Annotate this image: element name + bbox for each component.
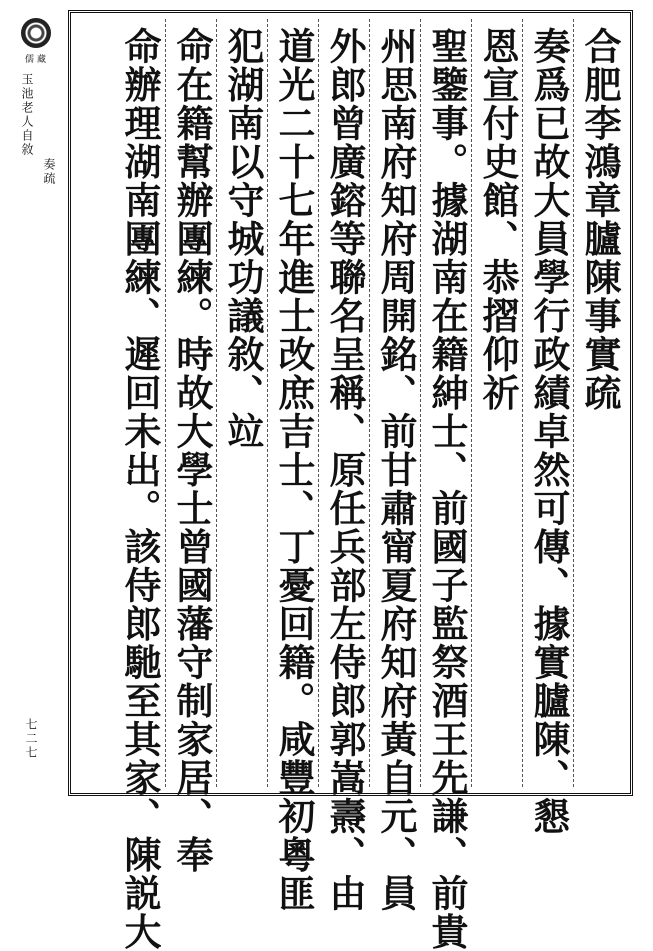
- text-column: [216, 19, 267, 787]
- text-column: [420, 19, 471, 951]
- column-text: 奏爲已故大員學行政績卓然可傳、據實臚陳、懇: [527, 27, 571, 836]
- text-column: [267, 19, 318, 913]
- text-column: [114, 19, 165, 951]
- text-columns: [71, 13, 630, 951]
- seal-caption: 儒藏: [24, 55, 49, 65]
- page-number: 七二七: [24, 718, 38, 760]
- column-text: 合肥李鴻章臚陳事實疏: [578, 27, 622, 412]
- text-column: [573, 19, 624, 787]
- column-text: 犯湖南以守城功議敘、竝: [221, 27, 265, 451]
- collection-seal-icon: [21, 18, 51, 48]
- book-title: 玉池老人自敘: [20, 73, 34, 157]
- text-column: [369, 19, 420, 913]
- text-column: [318, 19, 369, 913]
- text-column: [522, 19, 573, 836]
- column-text: 州思南府知府周開銘、前甘肅甯夏府知府黃自元、員: [374, 27, 418, 913]
- column-text: 外郎曾廣鎔等聯名呈稱、原任兵部左侍郎郭嵩燾、由: [323, 27, 367, 913]
- column-text: 聖鑒事。據湖南在籍紳士、前國子監祭酒王先謙、前貴: [425, 27, 469, 951]
- column-text: 道光二十七年進士改庶吉士、丁憂回籍。咸豐初粵匪: [272, 27, 316, 913]
- text-column: [471, 19, 522, 787]
- section-title: 奏疏: [42, 158, 56, 186]
- text-column: [165, 19, 216, 874]
- column-text: 命辦理湖南團練、遲回未出。該侍郎馳至其家、陳説大: [118, 27, 162, 951]
- left-margin: [14, 18, 60, 798]
- text-frame: [68, 10, 633, 951]
- column-text: 恩宣付史館、恭摺仰祈: [476, 27, 520, 412]
- column-text: 命在籍幫辦團練。時故大學士曾國藩守制家居、奉: [170, 27, 214, 874]
